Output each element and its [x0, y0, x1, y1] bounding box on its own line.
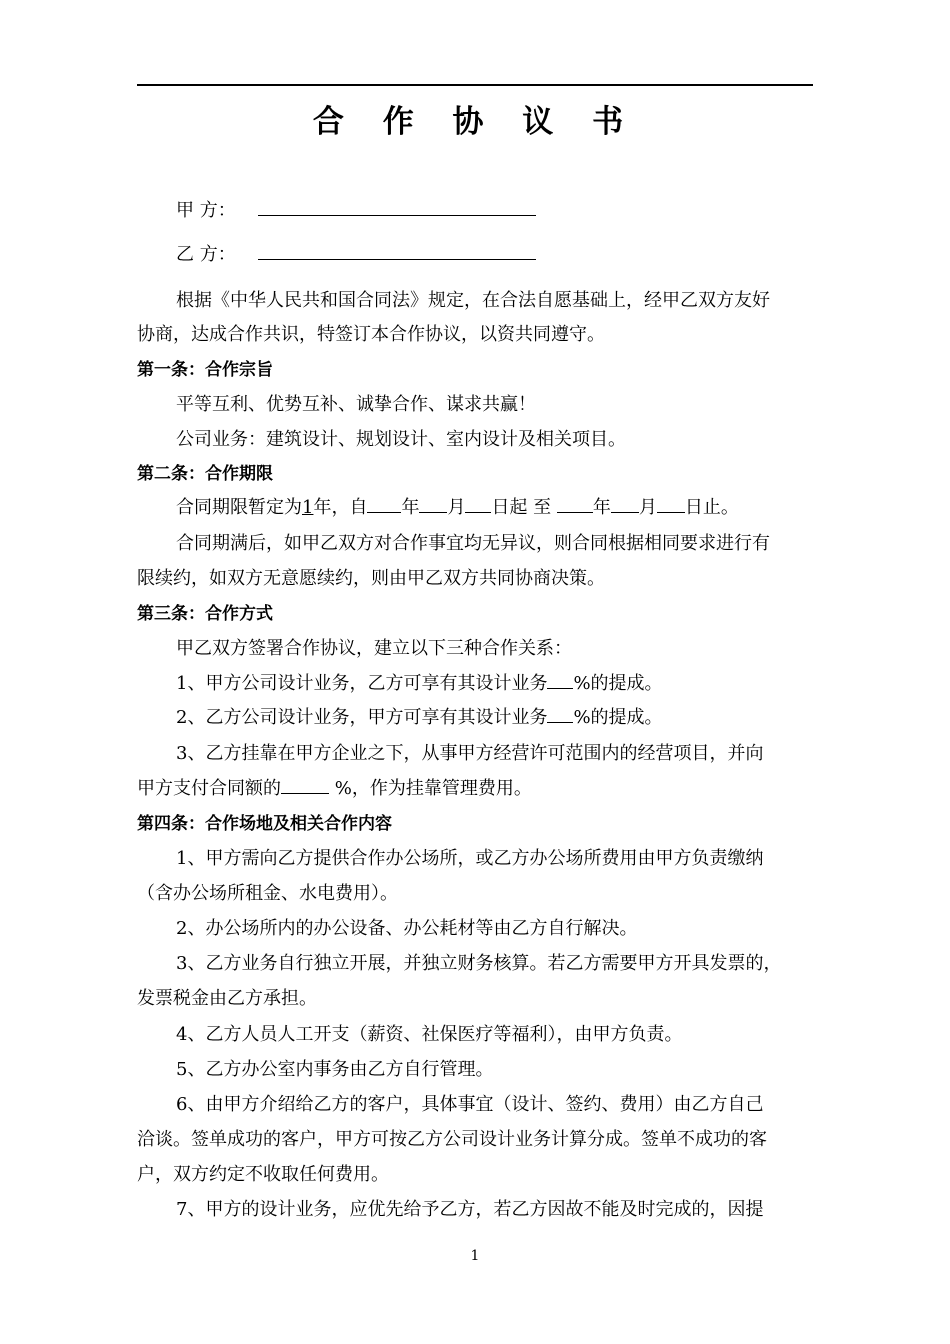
item-2-percent-blank[interactable]	[547, 706, 573, 723]
article-1-paragraph-2: 公司业务：建筑设计、规划设计、室内设计及相关项目。	[176, 429, 626, 450]
article-3-item-3-line-2	[137, 776, 827, 802]
article-4-item-1-line-1: 1、甲方需向乙方提供合作办公场所，或乙方办公场所费用由甲方负责缴纳	[176, 848, 764, 869]
item-1-percent-blank[interactable]	[547, 672, 573, 689]
start-day-blank[interactable]	[465, 496, 491, 513]
article-4-item-1-line-2: （含办公场所租金、水电费用）。	[137, 883, 398, 904]
article-1-heading: 第一条：合作宗旨	[137, 360, 273, 380]
item-2-suffix: %的提成。	[573, 707, 663, 728]
party-a-blank[interactable]	[258, 197, 536, 216]
item-1-suffix: %的提成。	[573, 673, 663, 694]
start-month-label: 月	[447, 497, 466, 518]
article-4-item-6-line-2: 洽谈。签单成功的客户，甲方可按乙方公司设计业务计算分成。签单不成功的客	[137, 1129, 767, 1150]
end-month-label: 月	[638, 497, 657, 518]
party-b-line	[176, 241, 866, 268]
item-3-text: 甲方支付合同额的	[137, 778, 281, 799]
item-2-text: 2、乙方公司设计业务，甲方可享有其设计业务	[176, 707, 548, 728]
party-b-blank[interactable]	[258, 241, 536, 260]
intro-line-1: 根据《中华人民共和国合同法》规定，在合法自愿基础上，经甲乙双方友好	[176, 290, 770, 311]
end-day-label: 日止。	[684, 497, 739, 518]
article-2-paragraph-2-line-1: 合同期满后，如甲乙双方对合作事宜均无异议，则合同根据相同要求进行有	[176, 533, 770, 554]
item-3-suffix: %，作为挂靠管理费用。	[329, 778, 532, 799]
article-2-paragraph-2-line-2: 限续约，如双方无意愿续约，则由甲乙双方共同协商决策。	[137, 568, 605, 589]
article-3-heading: 第三条：合作方式	[137, 604, 273, 624]
article-2-term-line	[176, 495, 866, 521]
party-a-line	[176, 197, 866, 224]
term-years-value: 1	[302, 497, 314, 518]
end-day-blank[interactable]	[657, 496, 685, 513]
article-3-paragraph-1: 甲乙双方签署合作协议，建立以下三种合作关系：	[176, 638, 572, 659]
item-3-percent-blank[interactable]	[281, 777, 329, 794]
party-a-label: 甲 方：	[176, 200, 236, 221]
start-year-label: 年	[401, 497, 420, 518]
article-4-item-6-line-1: 6、由甲方介绍给乙方的客户，具体事宜（设计、签约、费用）由乙方自己	[176, 1094, 764, 1115]
article-2-heading: 第二条：合作期限	[137, 464, 273, 484]
page-number: 1	[470, 1248, 480, 1264]
intro-line-2: 协商，达成合作共识，特签订本合作协议，以资共同遵守。	[137, 324, 605, 345]
article-4-heading: 第四条：合作场地及相关合作内容	[137, 814, 392, 834]
party-b-label: 乙 方：	[176, 244, 236, 265]
document-title: 合 作 协 议 书	[312, 104, 638, 140]
article-1-paragraph-1: 平等互利、优势互补、诚挚合作、谋求共赢！	[176, 394, 536, 415]
end-year-blank[interactable]	[557, 496, 593, 513]
article-4-item-4: 4、乙方人员人工开支（薪资、社保医疗等福利），由甲方负责。	[176, 1024, 683, 1045]
item-1-text: 1、甲方公司设计业务，乙方可享有其设计业务	[176, 673, 548, 694]
end-year-label: 年	[592, 497, 611, 518]
article-3-item-3-line-1: 3、乙方挂靠在甲方企业之下，从事甲方经营许可范围内的经营项目，并向	[176, 743, 764, 764]
header-rule	[137, 84, 813, 86]
article-4-item-2: 2、办公场所内的办公设备、办公耗材等由乙方自行解决。	[176, 918, 638, 939]
end-month-blank[interactable]	[611, 496, 639, 513]
article-4-item-3-line-2: 发票税金由乙方承担。	[137, 988, 317, 1009]
start-day-label: 日起 至	[491, 497, 557, 518]
article-4-item-7-line-1: 7、甲方的设计业务，应优先给予乙方，若乙方因故不能及时完成的，因提	[176, 1199, 764, 1220]
start-month-blank[interactable]	[419, 496, 447, 513]
article-4-item-3-line-1: 3、乙方业务自行独立开展，并独立财务核算。若乙方需要甲方开具发票的，	[176, 953, 782, 974]
term-prefix: 合同期限暂定为	[176, 497, 302, 518]
article-3-item-2	[176, 705, 866, 731]
term-years-unit: 年，自	[313, 497, 368, 518]
article-3-item-1	[176, 671, 866, 697]
start-year-blank[interactable]	[367, 496, 401, 513]
article-4-item-6-line-3: 户，双方约定不收取任何费用。	[137, 1164, 389, 1185]
article-4-item-5: 5、乙方办公室内事务由乙方自行管理。	[176, 1059, 494, 1080]
